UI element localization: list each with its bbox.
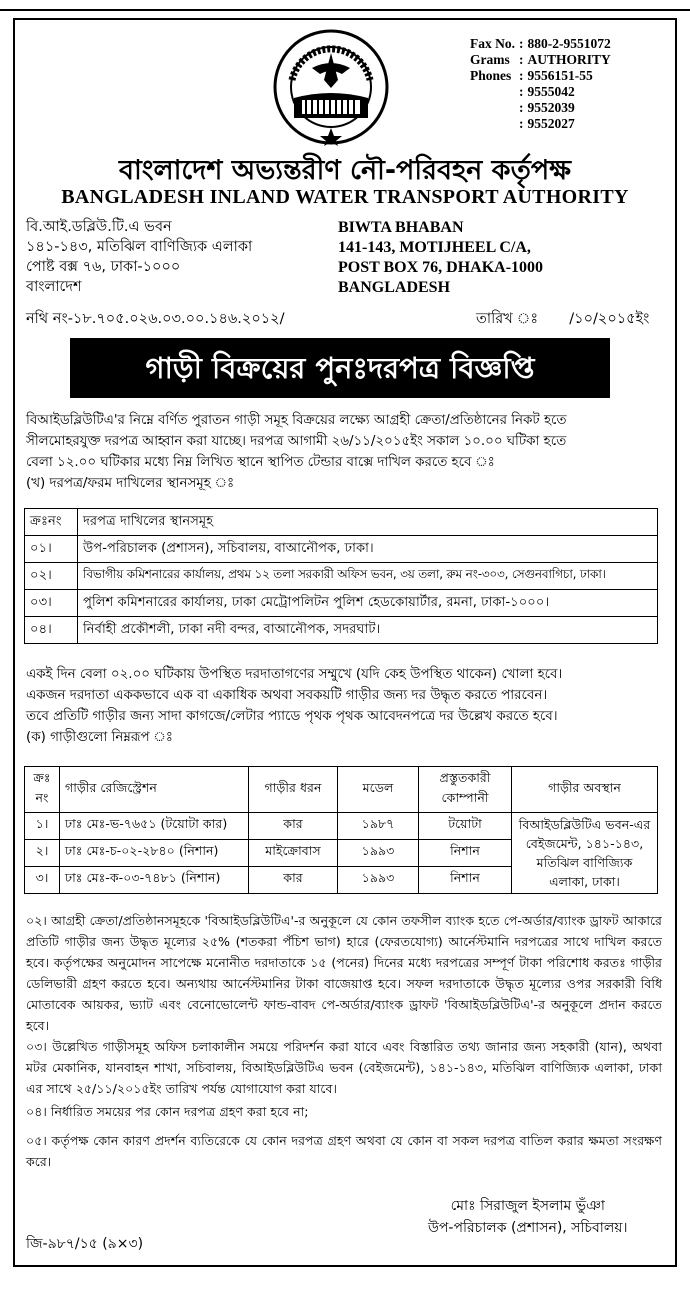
grams-sep: : [519, 52, 524, 67]
contact-block [468, 36, 613, 132]
address-english [338, 218, 543, 298]
clause-02: ০২। আগ্রহী ক্রেতা/প্রতিষ্ঠানসমূহকে 'বিআইডব্লিউটিএ'-র অনুকূলে যে কোন তফসীল ব্যাংক হতে পে-অর্ডার/ব্যাংক ড্রাফট আকারে প্রতিটি গাড়ীর জন্য উদ্ধৃত মূল্যের ২৫% (শতকরা পঁচিশ ভাগ) হারে (ফেরতযোগ্য) আর্নেস্টমানি দরপত্রের সাথে দাখিল করতে হবে। কর্তৃপক্ষের অনুমোদন সাপেক্ষে মনোনীত দরদাতাকে ১৫ (পনের) দিনের মধ্যে দরপত্রের সম্পূর্ণ টাকা পরিশোধ করতঃ গাড়ীর ডেলিভারী গ্রহণ করতে হবে। অন্যথায় আর্নেস্টমানির টাকা বাজেয়াপ্ত হবে। সফল দরদাতাকে উদ্ধৃত মূল্যের ওপর সরকারী বিধি মোতাবেক আয়কর, ভ্যাট এবং বেনোভোলেন্ট ফান্ড-বাবদ পে-অর্ডার/ব্যাংক ড্রাফট 'বিআইডব্লিউটিএ'-র অনুকূলে প্রদান করতে হবে। [26, 913, 662, 1033]
phones-label: Phones [470, 68, 512, 83]
grams-label: Grams [470, 52, 510, 67]
table-cell: ১৯৯৩ [338, 840, 419, 867]
table-cell: কার [249, 867, 338, 894]
table-cell: নিশান [419, 867, 512, 894]
address-line: 141-143, MOTIJHEEL C/A, [338, 239, 531, 256]
opening-paragraph [26, 664, 662, 748]
clause-04: ০৪। নির্ধারিত সময়ের পর কোন দরপত্র গ্রহণ করা হবে না; [26, 1104, 309, 1119]
fax-value: 880-2-9551072 [527, 36, 611, 51]
date-label: তারিখ ঃ [476, 311, 539, 327]
text-line: একই দিন বেলা ০২.০০ ঘটিকায় উপস্থিত দরদাতাগণের সম্মুখে (যদি কেহ উপস্থিত থাকেন) খোলা হবে। [26, 667, 563, 682]
vehicle-location: বিআইডব্লিউটিএ ভবন-এর বেইজমেন্ট, ১৪১-১৪৩, মতিঝিল বাণিজ্যিক এলাকা, ঢাকা। [512, 813, 658, 894]
table-header: গাড়ীর রেজিস্ট্রেশন [60, 767, 249, 813]
address-line: BANGLADESH [338, 279, 451, 296]
clause-03: ০৩। উল্লেখিত গাড়ীসমূহ অফিস চলাকালীন সময়ে পরিদর্শন করা যাবে এবং বিস্তারিত তথ্য জানার জন্য সহকারী (যান), অথবা মটর মেকানিক, যানবাহন শাখা, সচিবালয়, বিআইডব্লিউটিএ ভবন (বেইজমেন্ট), ১৪১-১৪৩, মতিঝিল বাণিজ্যিক এলাকা, ঢাকা এর সাথে ২৫/১১/২০১৫ইং তারিখ পর্যন্ত যোগাযোগ করা যাবে। [26, 1039, 662, 1096]
table-cell: বিভাগীয় কমিশনারের কার্যালয়, প্রথম ১২ তলা সরকারী অফিস ভবন, ৩য় তলা, রুম নং-৩০৩, সেগুনবাগিচা, ঢাকা। [78, 563, 658, 590]
grams-value: AUTHORITY [527, 52, 611, 67]
intro-line: সীলমোহরযুক্ত দরপত্র আহ্বান করা যাচ্ছে। দরপত্র আগামী ২৬/১১/২০১৫ইং সকাল ১০.০০ ঘটিকা হতে [26, 434, 567, 449]
address-line: ১৪১-১৪৩, মতিঝিল বাণিজ্যিক এলাকা [26, 239, 253, 255]
address-line: পোষ্ট বক্স ৭৬, ঢাকা-১০০০ [26, 259, 181, 275]
notice-title-banner: গাড়ী বিক্রয়ের পুনঃদরপত্র বিজ্ঞপ্তি [70, 338, 610, 398]
phone-4: 9552027 [527, 116, 575, 131]
text-line: তবে প্রতিটি গাড়ীর জন্য সাদা কাগজে/লেটার প্যাডে পৃথক পৃথক আবেদনপত্রে দর উল্লেখ করতে হবে। [26, 709, 558, 724]
date-line [476, 308, 649, 332]
address-line: বাংলাদেশ [26, 279, 82, 295]
phones-sep: : [519, 84, 524, 99]
address-line: BIWTA BHABAN [338, 219, 464, 236]
table-cell: টয়োটা [419, 813, 512, 840]
phone-2: 9555042 [527, 84, 575, 99]
table-cell: ঢাঃ মেঃ-ভ-৭৬৫১ (টয়োটা কার) [60, 813, 249, 840]
table-header: প্রস্তুতকারী কোম্পানী [419, 767, 512, 813]
table-cell: কার [249, 813, 338, 840]
publication-code: জি-৯৮৭/১৫ (৯×৩) [26, 1236, 144, 1252]
table-cell: ১৯৮৭ [338, 813, 419, 840]
table-header: গাড়ীর ধরন [249, 767, 338, 813]
intro-line: বিআইডব্লিউটিএ'র নিম্নে বর্ণিত পুরাতন গাড়ী সমূহ বিক্রয়ের লক্ষ্যে আগ্রহী ক্রেতা/প্রতিষ্ঠানের নিকট হতে [26, 413, 567, 428]
table-header: দরপত্র দাখিলের স্থানসমূহ [78, 509, 658, 536]
address-line: POST BOX 76, DHAKA-1000 [338, 259, 544, 276]
table-cell: ০১। [25, 536, 78, 563]
memo-number: নথি নং-১৮.৭০৫.০২৬.০৩.০০.১৪৬.২০১২/ [26, 311, 285, 327]
table-cell: ১৯৯৩ [338, 867, 419, 894]
table-cell: ঢাঃ মেঃ-চ-০২-২৮৪০ (নিশান) [60, 840, 249, 867]
table-cell: উপ-পরিচালক (প্রশাসন), সচিবালয়, বাআনৌপক, ঢাকা। [78, 536, 658, 563]
address-line: বি.আই.ডব্লিউ.টি.এ ভবন [26, 219, 172, 235]
table-header: মডেল [338, 767, 419, 813]
table-cell: ৩। [25, 867, 60, 894]
table-header: ক্রঃনং [25, 509, 78, 536]
intro-line: (খ) দরপত্র/ফরম দাখিলের স্থানসমূহ ঃ [26, 476, 235, 491]
table-cell: পুলিশ কমিশনারের কার্যালয়, ঢাকা মেট্রোপলিটন পুলিশ হেডকোয়ার্টার, রমনা, ঢাকা-১০০০। [78, 590, 658, 617]
signature-block [428, 1195, 628, 1239]
phones-sep: : [519, 100, 524, 115]
table-cell: ০৩। [25, 590, 78, 617]
fax-label: Fax No. [470, 36, 515, 51]
fax-sep: : [519, 36, 524, 51]
phones-sep: : [519, 116, 524, 131]
table-cell: মাইক্রোবাস [249, 840, 338, 867]
table-cell: ০২। [25, 563, 78, 590]
table-cell: নির্বাহী প্রকৌশলী, ঢাকা নদী বন্দর, বাআনৌপক, সদরঘাট। [78, 617, 658, 644]
text-line: একজন দরদাতা এককভাবে এক বা একাধিক অথবা সবকয়টি গাড়ীর জন্য দর উদ্ধৃত করতে পারবেন। [26, 688, 548, 703]
address-bangla [26, 217, 252, 297]
table-cell: ০৪। [25, 617, 78, 644]
phone-1: 9556151-55 [527, 68, 593, 83]
top-edge-strip [0, 0, 690, 11]
table-header: ক্রঃ নং [25, 767, 60, 813]
submission-places-table [24, 508, 658, 644]
phone-3: 9552039 [527, 100, 575, 115]
text-line: (ক) গাড়ীগুলো নিম্নরূপ ঃ [26, 730, 173, 745]
table-cell: ঢাঃ মেঃ-ক-০৩-৭৪৮১ (নিশান) [60, 867, 249, 894]
phones-sep: : [519, 68, 524, 83]
biwta-emblem-logo [272, 28, 390, 146]
table-cell: ১। [25, 813, 60, 840]
signatory-name: মোঃ সিরাজুল ইসলাম ভুঁঞা [450, 1198, 605, 1214]
clause-05: ০৫। কর্তৃপক্ষ কোন কারণ প্রদর্শন ব্যতিরেকে যে কোন দরপত্র গ্রহণ অথবা যে কোন বা সকল দরপত্র বাতিল করার ক্ষমতা সংরক্ষণ করে। [26, 1133, 662, 1169]
date-value: /১০/২০১৫ইং [569, 311, 650, 327]
table-cell: নিশান [419, 840, 512, 867]
table-cell: ২। [25, 840, 60, 867]
vehicles-table [24, 766, 658, 894]
intro-paragraph [26, 410, 662, 494]
intro-line: বেলা ১২.০০ ঘটিকার মধ্যে নিম্ন লিখিত স্থানে স্থাপিত টেন্ডার বাক্সে দাখিল করতে হবে ঃ [26, 455, 495, 470]
table-header: গাড়ীর অবস্থান [512, 767, 658, 813]
org-name-bangla: বাংলাদেশ অভ্যন্তরীণ নৌ-পরিবহন কর্তৃপক্ষ [118, 155, 572, 186]
signatory-designation: উপ-পরিচালক (প্রশাসন), সচিবালয়। [428, 1220, 628, 1236]
org-name-english: BANGLADESH INLAND WATER TRANSPORT AUTHORITY [61, 186, 629, 208]
